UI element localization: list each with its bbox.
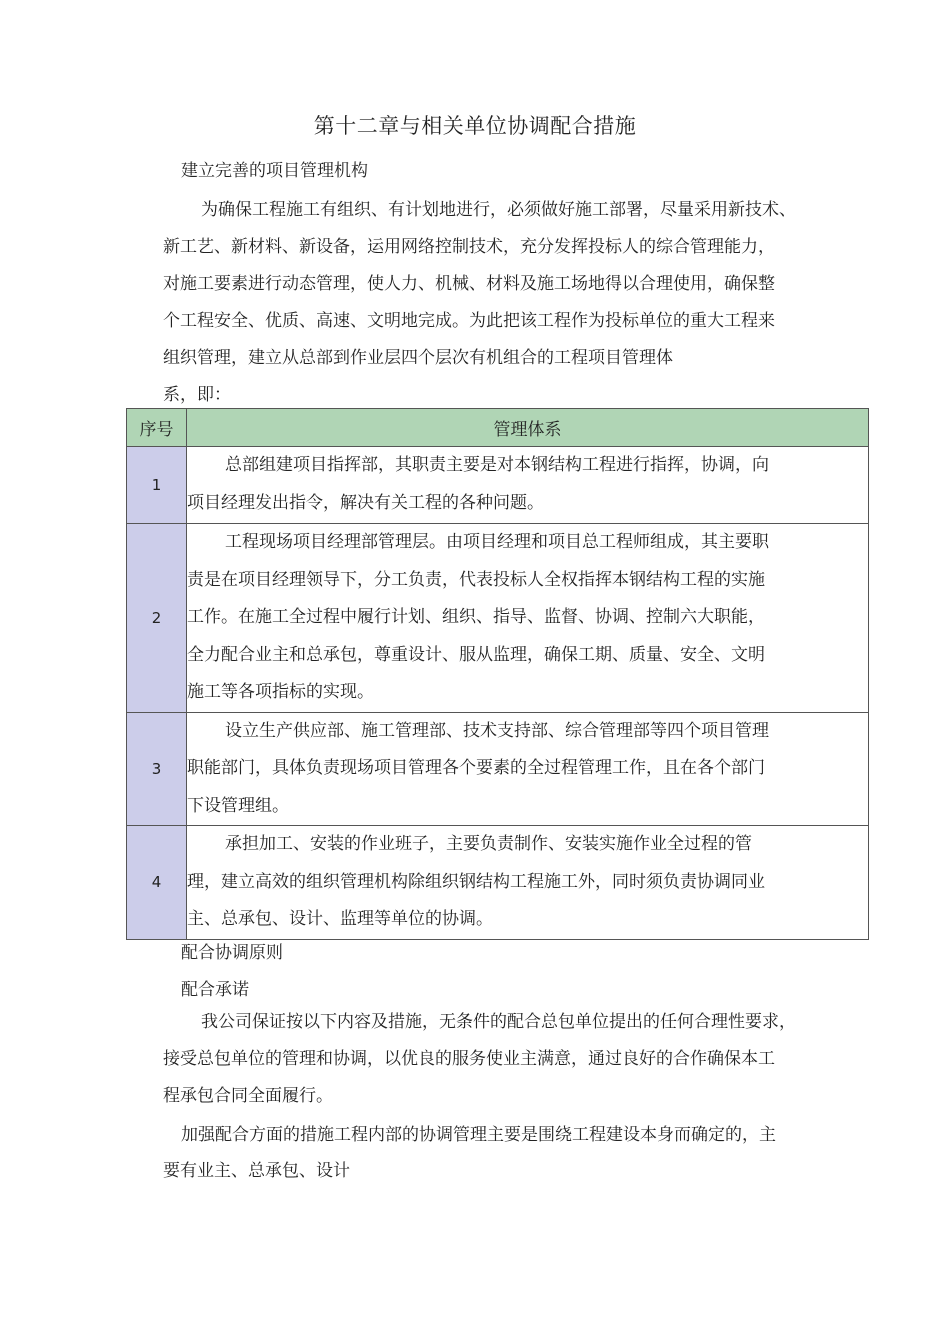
row-text-line: 工程现场项目经理部管理层。由项目经理和项目总工程师组成，其主要职 [225,532,769,552]
section-heading-promise: 配合承诺 [181,980,249,1000]
table-header-row [127,409,869,447]
intro-line-5: 组织管理，建立从总部到作业层四个层次有机组合的工程项目管理体 [163,348,673,368]
row-number: 1 [127,447,187,524]
row-text-line: 总部组建项目指挥部，其职责主要是对本钢结构工程进行指挥，协调，向 [225,455,769,475]
row-text-line: 项目经理发出指令，解决有关工程的各种问题。 [187,492,544,513]
header-system: 管理体系 [187,409,869,447]
header-seq: 序号 [127,409,187,447]
row-content [187,447,869,524]
row-text-line: 下设管理组。 [187,795,289,816]
row-number: 3 [127,712,187,826]
row-text-line: 理，建立高效的组织管理机构除组织钢结构工程施工外，同时须负责协调同业 [187,871,765,892]
closing-line-2: 要有业主、总承包、设计 [163,1161,350,1181]
row-text-line: 责是在项目经理领导下，分工负责，代表投标人全权指挥本钢结构工程的实施 [187,569,765,590]
row-number: 2 [127,524,187,713]
page-title: 第十二章与相关单位协调配合措施 [313,114,637,138]
section-heading-management: 建立完善的项目管理机构 [181,161,368,181]
section-heading-principles: 配合协调原则 [181,943,283,963]
intro-line-1: 为确保工程施工有组织、有计划地进行，必须做好施工部署，尽量采用新技术、 [201,200,796,220]
row-content [187,524,869,713]
row-text-line: 承担加工、安装的作业班子，主要负责制作、安装实施作业全过程的管 [225,834,752,854]
row-content [187,826,869,940]
management-system-table [126,408,869,940]
table-row [127,524,869,713]
row-text-line: 工作。在施工全过程中履行计划、组织、指导、监督、协调、控制六大职能， [187,607,765,627]
closing-line-1: 加强配合方面的措施工程内部的协调管理主要是围绕工程建设本身而确定的，主 [181,1125,776,1145]
promise-line-1: 我公司保证按以下内容及措施，无条件的配合总包单位提出的任何合理性要求， [201,1012,796,1032]
row-text-line: 全力配合业主和总承包，尊重设计、服从监理，确保工期、质量、安全、文明 [187,644,765,665]
row-content [187,712,869,826]
table-row [127,826,869,940]
row-text-line: 职能部门，具体负责现场项目管理各个要素的全过程管理工作，且在各个部门 [187,758,765,778]
promise-line-2: 接受总包单位的管理和协调，以优良的服务使业主满意，通过良好的合作确保本工 [163,1049,775,1069]
table-row [127,712,869,826]
table-row [127,447,869,524]
row-text-line: 设立生产供应部、施工管理部、技术支持部、综合管理部等四个项目管理 [225,720,769,741]
intro-line-2: 新工艺、新材料、新设备，运用网络控制技术，充分发挥投标人的综合管理能力， [163,237,775,257]
intro-line-3: 对施工要素进行动态管理，使人力、机械、材料及施工场地得以合理使用，确保整 [163,274,775,294]
promise-line-3: 程承包合同全面履行。 [163,1086,333,1106]
row-text-line: 施工等各项指标的实现。 [187,682,374,702]
row-number: 4 [127,826,187,940]
intro-line-4: 个工程安全、优质、高速、文明地完成。为此把该工程作为投标单位的重大工程来 [163,311,775,331]
intro-line-6: 系，即： [163,385,231,405]
row-text-line: 主、总承包、设计、监理等单位的协调。 [187,909,493,929]
